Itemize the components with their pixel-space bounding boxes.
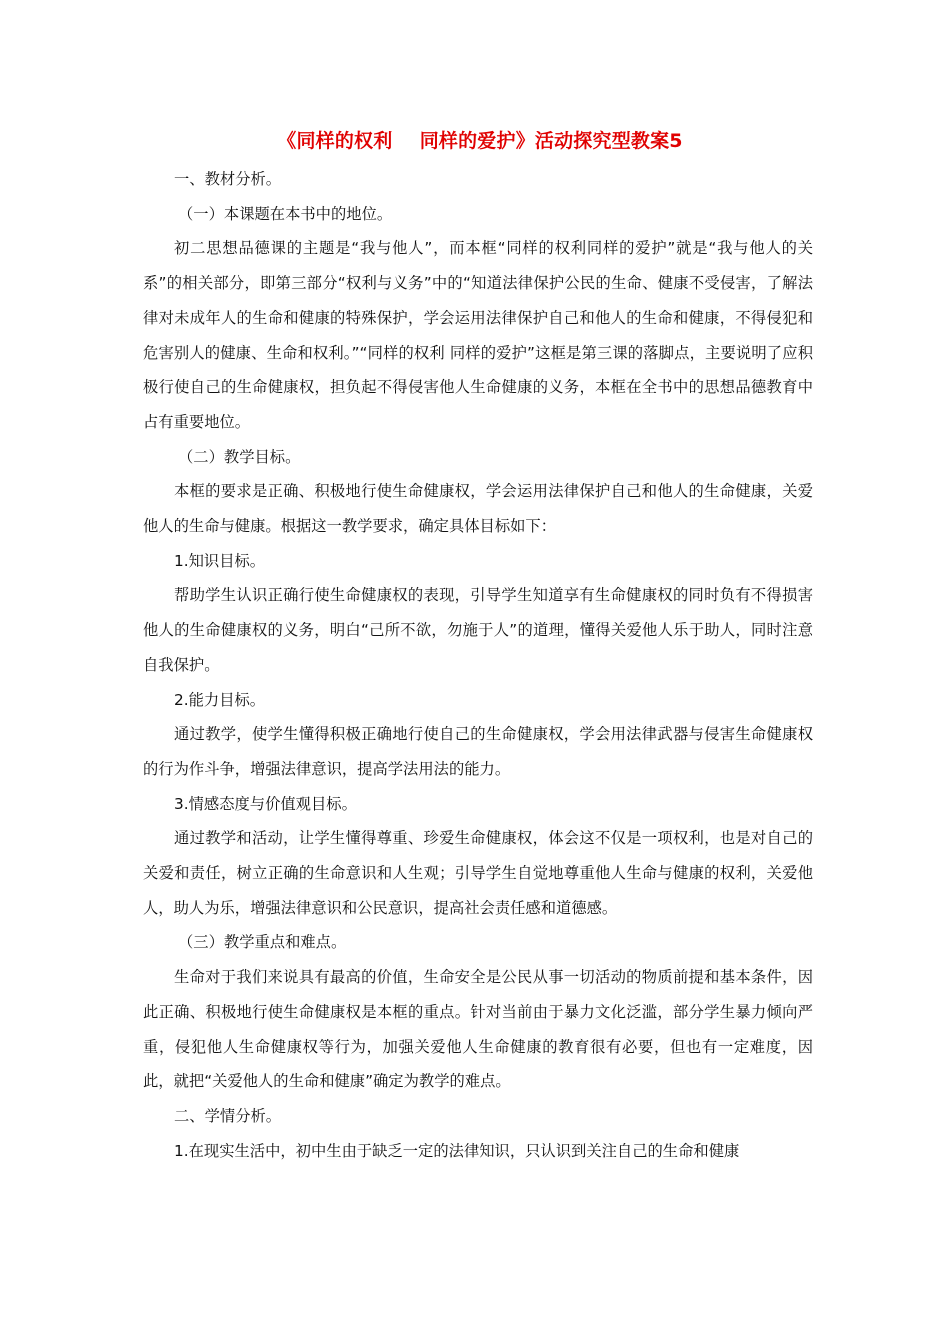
paragraph-key-points: 生命对于我们来说具有最高的价值，生命安全是公民从事一切活动的物质前提和基本条件，因此正确、积极地行使生命健康权是本框的重点。针对当前由于暴力文化泛滥，部分学生暴力倾向严重，侵犯他人生命健康权等行为，加强关爱他人生命健康的教育很有必要，但也有一定难度，因此，就把“关爱他人的生命和健康”确定为教学的难点。 <box>143 968 813 1091</box>
subsection-heading-position: （一）本课题在本书中的地位。 <box>178 204 393 223</box>
document-body <box>143 162 813 1168</box>
item-heading-knowledge: 1.知识目标。 <box>174 551 266 570</box>
paragraph-learner-analysis: 1.在现实生活中，初中生由于缺乏一定的法律知识，只认识到关注自己的生命和健康 <box>174 1141 740 1160</box>
subsection-heading-key-points: （三）教学重点和难点。 <box>178 933 347 952</box>
section-heading-textbook-analysis: 一、教材分析。 <box>174 170 282 188</box>
item-heading-ability: 2.能力目标。 <box>174 690 266 709</box>
item-heading-attitude: 3.情感态度与价值观目标。 <box>174 794 357 813</box>
paragraph-knowledge: 帮助学生认识正确行使生命健康权的表现，引导学生知道享有生命健康权的同时负有不得损害他人的生命健康权的义务，明白“己所不欲，勿施于人”的道理，懂得关爱他人乐于助人，同时注意自我保护。 <box>143 586 813 674</box>
paragraph-position: 初二思想品德课的主题是“我与他人”，而本框“同样的权利同样的爱护”就是“我与他人的关系”的相关部分，即第三部分“权利与义务”中的“知道法律保护公民的生命、健康不受侵害，了解法律对未成年人的生命和健康的特殊保护，学会运用法律保护自己和他人的生命和健康，不得侵犯和危害别人的健康、生命和权利。”“同样的权利 同样的爱护”这框是第三课的落脚点，主要说明了应积极行使自己的生命健康权，担负起不得侵害他人生命健康的义务，本框在全书中的思想品德教育中占有重要地位。 <box>143 239 813 431</box>
paragraph-objectives: 本框的要求是正确、积极地行使生命健康权，学会运用法律保护自己和他人的生命健康，关爱他人的生命与健康。根据这一教学要求，确定具体目标如下： <box>143 482 813 536</box>
document-title: 《同样的权利 同样的爱护》活动探究型教案5 <box>277 130 683 152</box>
paragraph-ability: 通过教学，使学生懂得积极正确地行使自己的生命健康权，学会用法律武器与侵害生命健康权的行为作斗争，增强法律意识，提高学法用法的能力。 <box>143 725 813 778</box>
subsection-heading-objectives: （二）教学目标。 <box>178 447 301 466</box>
paragraph-attitude: 通过教学和活动，让学生懂得尊重、珍爱生命健康权，体会这不仅是一项权利，也是对自己的关爱和责任，树立正确的生命意识和人生观；引导学生自觉地尊重他人生命与健康的权利，关爱他人，助人为乐，增强法律意识和公民意识，提高社会责任感和道德感。 <box>143 829 813 917</box>
section-heading-learner-analysis: 二、学情分析。 <box>174 1106 282 1125</box>
